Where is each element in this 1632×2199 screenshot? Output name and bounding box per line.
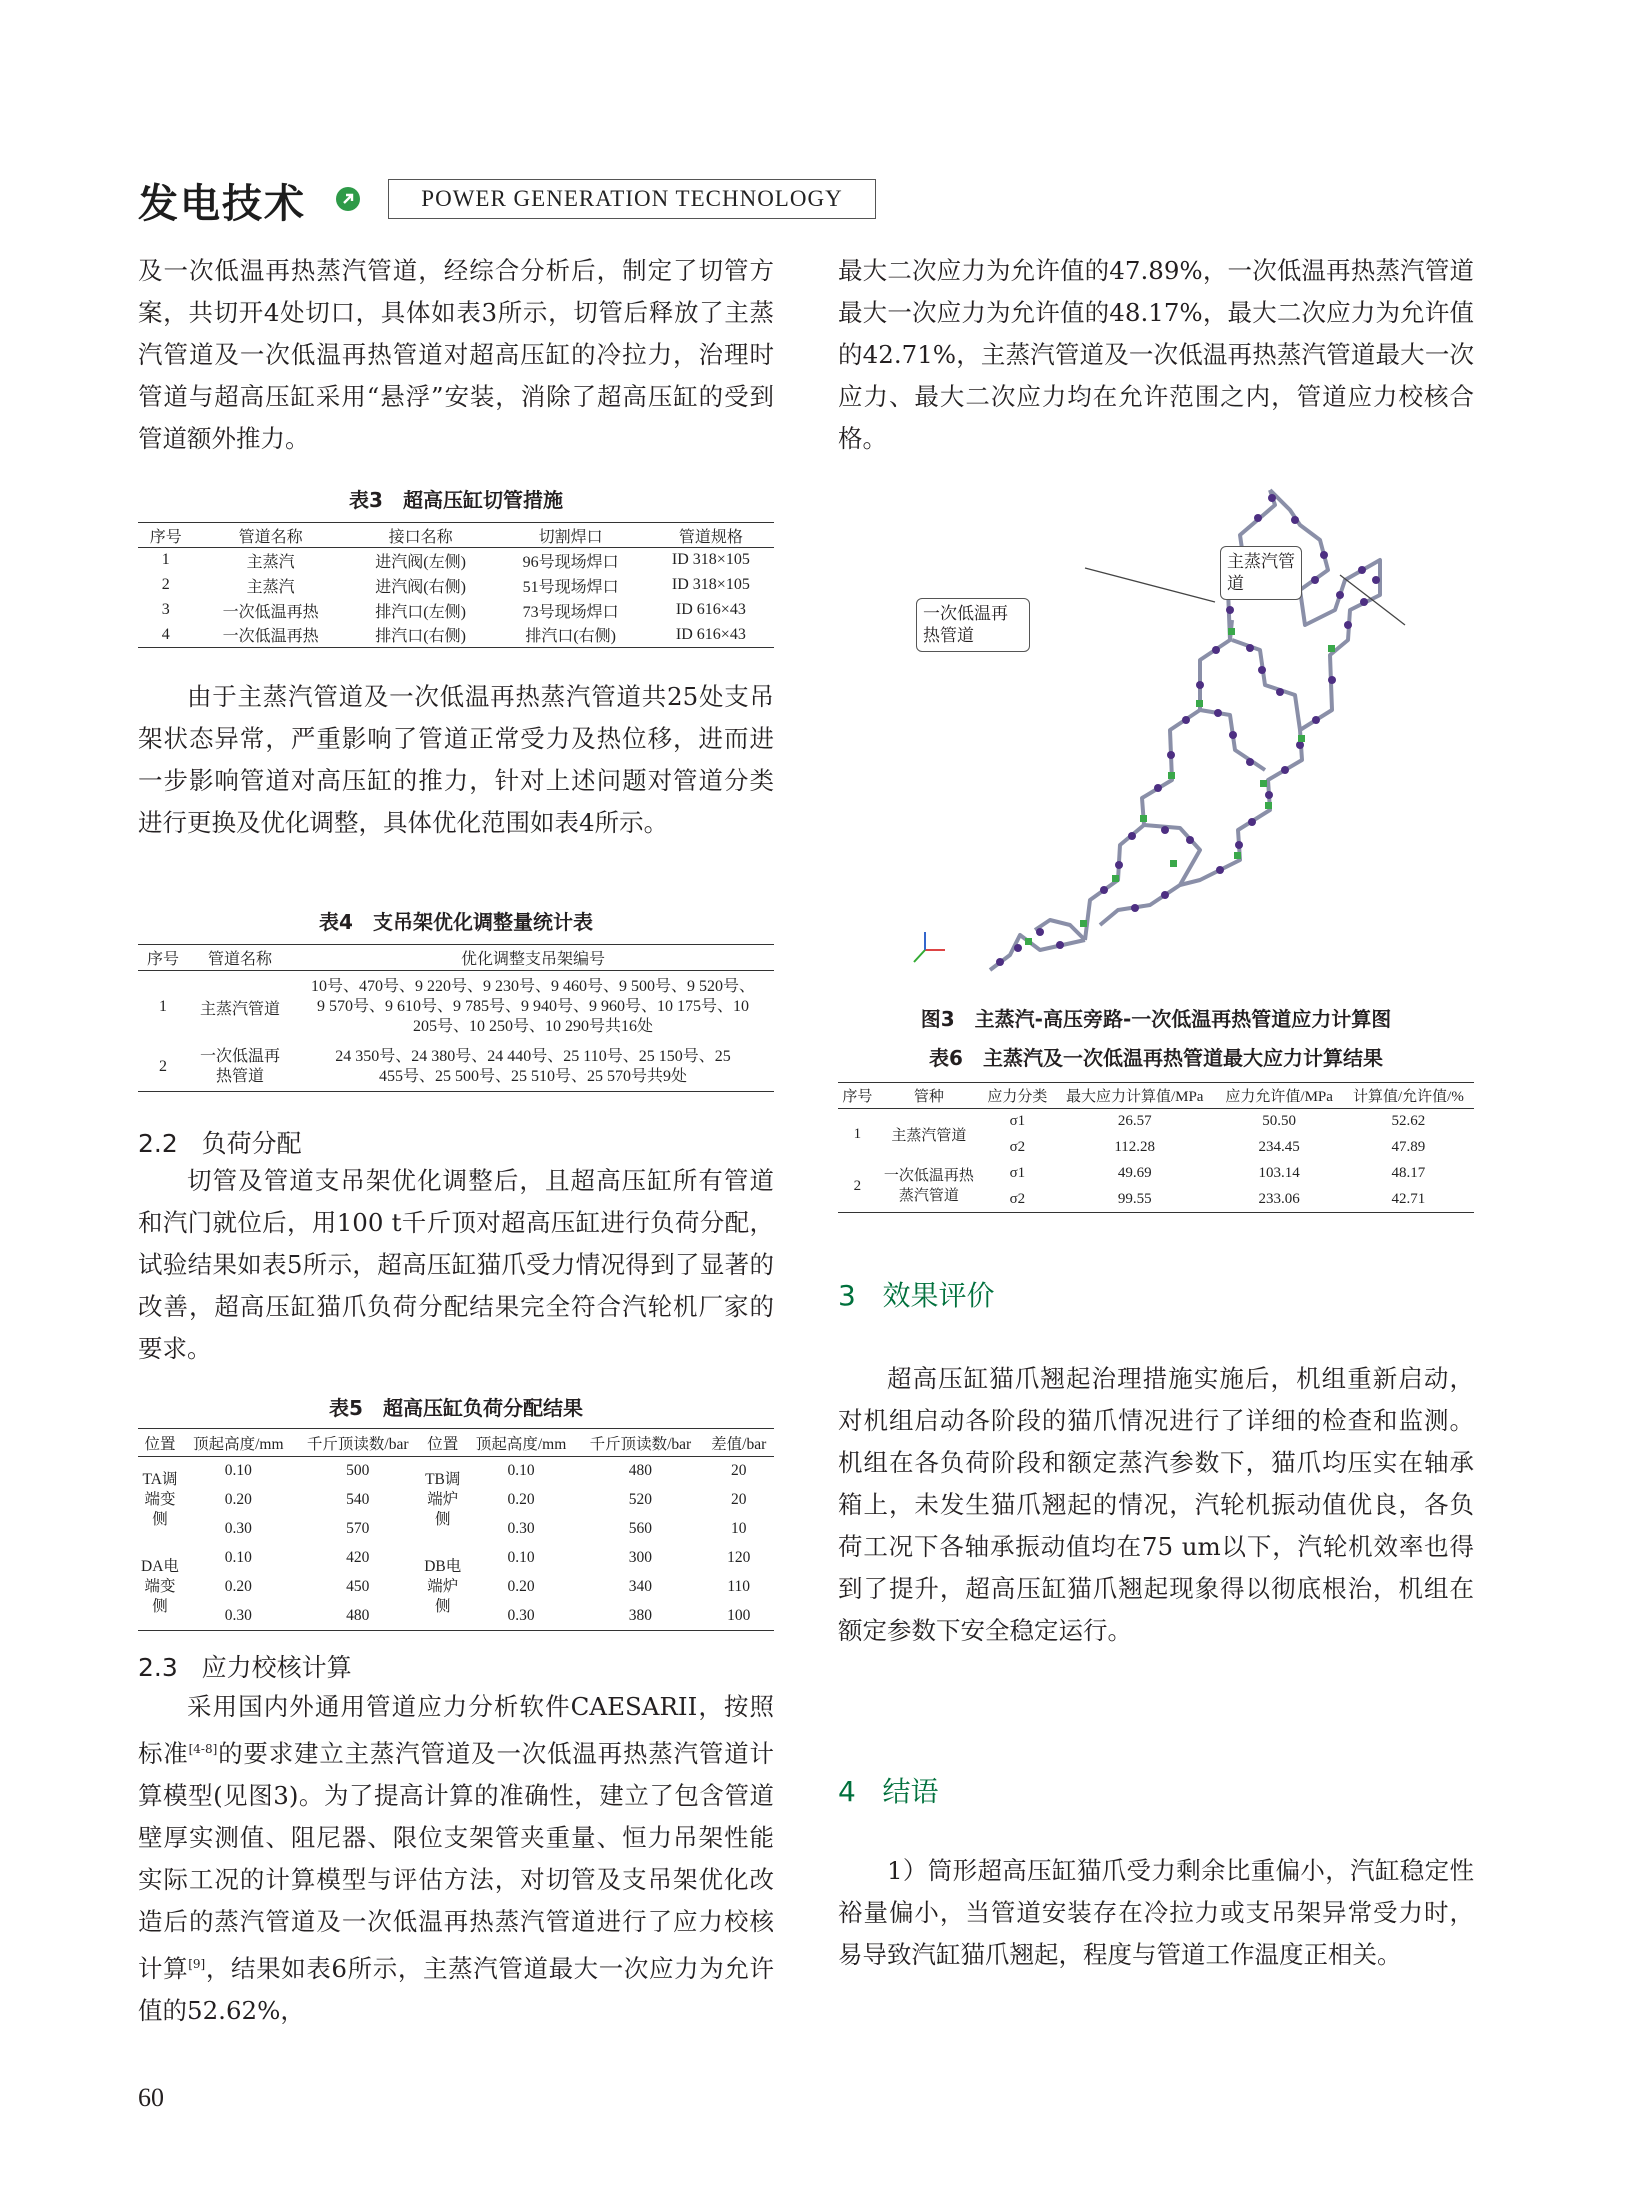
table-cell: 一次低温再热管道 bbox=[199, 1048, 280, 1085]
paragraph: 切管及管道支吊架优化调整后，且超高压缸所有管道和汽门就位后，用100 t千斤顶对超高压缸进行负荷分配，试验结果如表5所示，超高压缸猫爪受力情况得到了显著的改善，超高压缸猫爪负荷分配结果完全符合汽轮机厂家的要求。 bbox=[138, 1166, 774, 1363]
section-title: 效果评价 bbox=[882, 1279, 995, 1312]
table-cell: 0.20 bbox=[507, 1578, 535, 1595]
table-cell: 120 bbox=[727, 1549, 751, 1566]
table-cell: 380 bbox=[628, 1606, 653, 1624]
table-header: 接口名称 bbox=[388, 528, 453, 546]
table-row bbox=[138, 971, 774, 1044]
table-cell: 340 bbox=[628, 1578, 653, 1595]
table-cell: 2 bbox=[853, 1177, 862, 1194]
table-cell: 300 bbox=[628, 1549, 653, 1566]
table-header: 顶起高度/mm bbox=[193, 1435, 284, 1453]
text-run: 采用国内外通用管道应力分析软件CAESARII，按照标准 bbox=[138, 1692, 774, 1769]
table-header: 位置 bbox=[427, 1435, 459, 1453]
table-cell: 排汽口(左侧) bbox=[375, 603, 466, 621]
table-cell: 234.45 bbox=[1258, 1139, 1300, 1155]
table-header: 管道规格 bbox=[678, 528, 743, 546]
table-cell: 42.71 bbox=[1391, 1190, 1426, 1207]
table-cell: 50.50 bbox=[1262, 1113, 1297, 1130]
table-cell: 420 bbox=[346, 1549, 370, 1566]
table-cell: 103.14 bbox=[1258, 1165, 1300, 1181]
table-row bbox=[138, 598, 774, 623]
table-cell: 73号现场焊口 bbox=[522, 603, 619, 621]
table-header: 序号 bbox=[842, 1089, 873, 1105]
table-cell: 3 bbox=[161, 601, 170, 618]
table-header: 管种 bbox=[913, 1089, 944, 1105]
table-header: 千斤顶读数/bar bbox=[306, 1435, 409, 1453]
table-header: 切割焊口 bbox=[538, 528, 603, 546]
table-cell: DA电端变侧 bbox=[141, 1557, 179, 1615]
table-cell: 0.10 bbox=[224, 1462, 252, 1480]
table-cell: 一次低温再热 bbox=[222, 603, 319, 621]
table-cell: 560 bbox=[628, 1520, 653, 1537]
table-header: 管道名称 bbox=[207, 951, 272, 968]
table-cell: 主蒸汽 bbox=[246, 553, 295, 571]
table-cell: 112.28 bbox=[1114, 1139, 1156, 1155]
table-cell: ID 318×105 bbox=[671, 551, 750, 569]
section-heading bbox=[138, 1648, 352, 1684]
table3 bbox=[138, 522, 774, 648]
table-cell: 1 bbox=[853, 1126, 862, 1143]
table-cell: 96号现场焊口 bbox=[522, 553, 619, 571]
arrow-circle-icon bbox=[336, 187, 360, 211]
table5 bbox=[138, 1428, 774, 1631]
journal-subtitle: POWER GENERATION TECHNOLOGY bbox=[388, 179, 876, 219]
table-cell: 99.55 bbox=[1117, 1190, 1152, 1207]
table-cell: 0.10 bbox=[507, 1549, 535, 1566]
table-cell: 2 bbox=[161, 576, 170, 593]
table-cell: 1 bbox=[159, 998, 167, 1015]
table-header: 序号 bbox=[149, 528, 182, 546]
table-cell: 主蒸汽管道 bbox=[891, 1128, 967, 1145]
table-cell: 一次低温再热 bbox=[222, 628, 319, 646]
table-cell: 2 bbox=[159, 1058, 167, 1075]
left-column-2 bbox=[138, 676, 774, 844]
table-cell: 0.30 bbox=[224, 1520, 252, 1537]
table-row bbox=[138, 573, 774, 598]
table-header: 管道名称 bbox=[238, 528, 303, 546]
table-row bbox=[138, 1043, 774, 1092]
table-cell: 10 bbox=[730, 1520, 747, 1537]
paragraph: 及一次低温再热蒸汽管道，经综合分析后，制定了切管方案，共切开4处切口，具体如表3所示，切管后释放了主蒸汽管道及一次低温再热管道对超高压缸的冷拉力，治理时管道与超高压缸采用“悬浮”安装，消除了超高压缸的受到管道额外推力。 bbox=[138, 256, 774, 453]
left-column-4 bbox=[138, 1686, 774, 2032]
table4-caption: 表4 支吊架优化调整量统计表 bbox=[319, 910, 593, 934]
callout-main-steam-pipe: 主蒸汽管道 bbox=[1220, 546, 1302, 600]
table-cell: 进汽阀(左侧) bbox=[375, 553, 466, 571]
table-row bbox=[138, 623, 774, 648]
section-number: 2.2 bbox=[138, 1129, 178, 1158]
page-number: 60 bbox=[138, 2083, 164, 2112]
table-header: 应力允许值/MPa bbox=[1225, 1089, 1333, 1105]
pipe-model-diagram bbox=[900, 480, 1440, 980]
table-cell: 233.06 bbox=[1258, 1190, 1300, 1207]
table-cell: 480 bbox=[628, 1462, 653, 1480]
table-header: 应力分类 bbox=[987, 1089, 1048, 1105]
right-column-3 bbox=[838, 1850, 1474, 1976]
section-heading bbox=[838, 1274, 995, 1314]
table4 bbox=[138, 944, 774, 1092]
table-cell: 1 bbox=[161, 551, 170, 569]
table-header: 序号 bbox=[146, 951, 179, 968]
table-cell: 450 bbox=[346, 1578, 370, 1595]
table-row bbox=[138, 1457, 774, 1486]
table-cell: 570 bbox=[346, 1520, 370, 1537]
table-cell: ID 318×105 bbox=[671, 576, 750, 593]
table-cell: 480 bbox=[346, 1606, 370, 1624]
table-row bbox=[838, 1161, 1474, 1187]
section-number: 2.3 bbox=[138, 1653, 178, 1682]
table-cell: 26.57 bbox=[1117, 1113, 1152, 1130]
table-cell: 20 bbox=[730, 1462, 747, 1480]
callout-reheat-pipe: 一次低温再热管道 bbox=[916, 598, 1030, 652]
table-cell: 一次低温再热蒸汽管道 bbox=[883, 1168, 974, 1205]
table-header: 位置 bbox=[144, 1435, 176, 1453]
table-cell: ID 616×43 bbox=[675, 625, 746, 643]
table-cell: 100 bbox=[727, 1606, 751, 1624]
table-cell: 排汽口(右侧) bbox=[375, 628, 466, 646]
table-cell: 110 bbox=[727, 1578, 751, 1595]
table-header: 优化调整支吊架编号 bbox=[460, 951, 605, 968]
table-cell: 0.30 bbox=[224, 1606, 252, 1624]
table-cell: TA调端变侧 bbox=[142, 1471, 178, 1529]
figure-3 bbox=[900, 480, 1440, 980]
table-cell: 20 bbox=[730, 1491, 747, 1508]
section-title: 应力校核计算 bbox=[201, 1653, 352, 1682]
table-cell: 47.89 bbox=[1391, 1139, 1426, 1155]
table-cell: DB电端炉侧 bbox=[424, 1557, 462, 1615]
paragraph: 由于主蒸汽管道及一次低温再热蒸汽管道共25处支吊架状态异常，严重影响了管道正常受力及热位移，进而进一步影响管道对高压缸的推力，针对上述问题对管道分类进行更换及优化调整，具体优化范围如表4所示。 bbox=[138, 682, 774, 837]
paragraph: 1）筒形超高压缸猫爪受力剩余比重偏小，汽缸稳定性裕量偏小，当管道安装存在冷拉力或支吊架异常受力时，易导致汽缸猫爪翘起，程度与管道工作温度正相关。 bbox=[838, 1856, 1474, 1969]
table-cell: 49.69 bbox=[1117, 1165, 1152, 1181]
journal-title: 发电技术 bbox=[138, 181, 306, 227]
table6-caption: 表6 主蒸汽及一次低温再热管道最大应力计算结果 bbox=[929, 1046, 1383, 1070]
table-cell: 500 bbox=[346, 1462, 370, 1480]
table-cell: 0.10 bbox=[507, 1462, 535, 1480]
table3-caption: 表3 超高压缸切管措施 bbox=[349, 488, 563, 512]
table-cell: 4 bbox=[161, 625, 170, 643]
figure-caption: 图3 主蒸汽-高压旁路-一次低温再热管道应力计算图 bbox=[920, 1007, 1392, 1031]
table-cell: 24 350号、24 380号、24 440号、25 110号、25 150号、25 455号、25 500号、25 510号、25 570号共9处 bbox=[335, 1048, 731, 1085]
table-cell: ID 616×43 bbox=[675, 601, 746, 618]
table-cell: σ2 bbox=[1009, 1190, 1026, 1207]
table-cell: 0.20 bbox=[224, 1578, 252, 1595]
table-cell: 主蒸汽管道 bbox=[199, 1000, 280, 1018]
table-cell: 52.62 bbox=[1391, 1113, 1426, 1130]
table-row bbox=[138, 548, 774, 573]
table-header: 最大应力计算值/MPa bbox=[1065, 1089, 1204, 1105]
table-cell: 0.30 bbox=[507, 1520, 535, 1537]
text-run: 的要求建立主蒸汽管道及一次低温再热蒸汽管道计算模型(见图3)。为了提高计算的准确性，建立了包含管道壁厚实测值、阻尼器、限位支架管夹重量、恒力吊架性能实际工况的计算模型与评估方法，对切管及支吊架优化改造后的蒸汽管道及一次低温再热蒸汽管道进行了应力校核计算 bbox=[138, 1739, 774, 1984]
table-header: 顶起高度/mm bbox=[475, 1435, 567, 1453]
table-row bbox=[138, 1544, 774, 1573]
section-heading bbox=[138, 1124, 302, 1160]
table-row bbox=[838, 1109, 1474, 1135]
paragraph: 最大二次应力为允许值的47.89%，一次低温再热蒸汽管道最大一次应力为允许值的48.17%，最大二次应力为允许值的42.71%，主蒸汽管道及一次低温再热蒸汽管道最大一次应力、最大二次应力均在允许范围之内，管道应力校核合格。 bbox=[838, 256, 1474, 453]
section-title: 负荷分配 bbox=[201, 1129, 302, 1158]
citation: [4-8] bbox=[188, 1742, 218, 1756]
section-number: 3 bbox=[838, 1279, 856, 1312]
right-column bbox=[838, 250, 1474, 460]
table-header: 千斤顶读数/bar bbox=[589, 1435, 692, 1453]
table-header: 差值/bar bbox=[711, 1435, 767, 1453]
table-cell: 540 bbox=[346, 1491, 370, 1508]
table-cell: 48.17 bbox=[1391, 1165, 1426, 1181]
table-cell: 0.30 bbox=[507, 1606, 535, 1624]
table-cell: 51号现场焊口 bbox=[522, 578, 619, 596]
left-column-3 bbox=[138, 1160, 774, 1370]
citation: [9] bbox=[188, 1957, 206, 1972]
section-number: 4 bbox=[838, 1775, 856, 1808]
table-cell: 0.20 bbox=[507, 1491, 535, 1508]
table-cell: σ2 bbox=[1009, 1139, 1026, 1155]
table-cell: 进汽阀(右侧) bbox=[375, 578, 466, 596]
table-cell: σ1 bbox=[1009, 1113, 1026, 1130]
table5-caption: 表5 超高压缸负荷分配结果 bbox=[329, 1396, 583, 1420]
table6 bbox=[838, 1082, 1474, 1213]
table-header: 计算值/允许值/% bbox=[1352, 1089, 1464, 1105]
left-column bbox=[138, 250, 774, 460]
table-cell: 520 bbox=[628, 1491, 653, 1508]
table-cell: 主蒸汽 bbox=[246, 578, 295, 596]
section-title: 结语 bbox=[882, 1775, 939, 1808]
paragraph: 超高压缸猫爪翘起治理措施实施后，机组重新启动，对机组启动各阶段的猫爪情况进行了详细的检查和监测。机组在各负荷阶段和额定蒸汽参数下，猫爪均压实在轴承箱上，未发生猫爪翘起的情况，汽轮机振动值优良，各负荷工况下各轴承振动值均在75 um以下，汽轮机效率也得到了提升，超高压缸猫爪翘起现象得以彻底根治，机组在额定参数下安全稳定运行。 bbox=[838, 1364, 1474, 1645]
table-cell: 10号、470号、9 220号、9 230号、9 460号、9 500号、9 520号、9 570号、9 610号、9 785号、9 940号、9 960号、10 175号、10 205号、10 250号、10 290号共16处 bbox=[310, 978, 755, 1035]
table-cell: 0.10 bbox=[224, 1549, 252, 1566]
paragraph bbox=[138, 1686, 774, 2032]
section-heading bbox=[838, 1770, 939, 1810]
table-cell: TB调端炉侧 bbox=[425, 1471, 461, 1529]
table-cell: σ1 bbox=[1009, 1165, 1026, 1181]
table-cell: 排汽口(右侧) bbox=[525, 628, 616, 646]
table-cell: 0.20 bbox=[224, 1491, 252, 1508]
text-run: ，结果如表6所示，主蒸汽管道最大一次应力为允许值的52.62%， bbox=[138, 1954, 774, 2026]
right-column-2 bbox=[838, 1358, 1474, 1652]
